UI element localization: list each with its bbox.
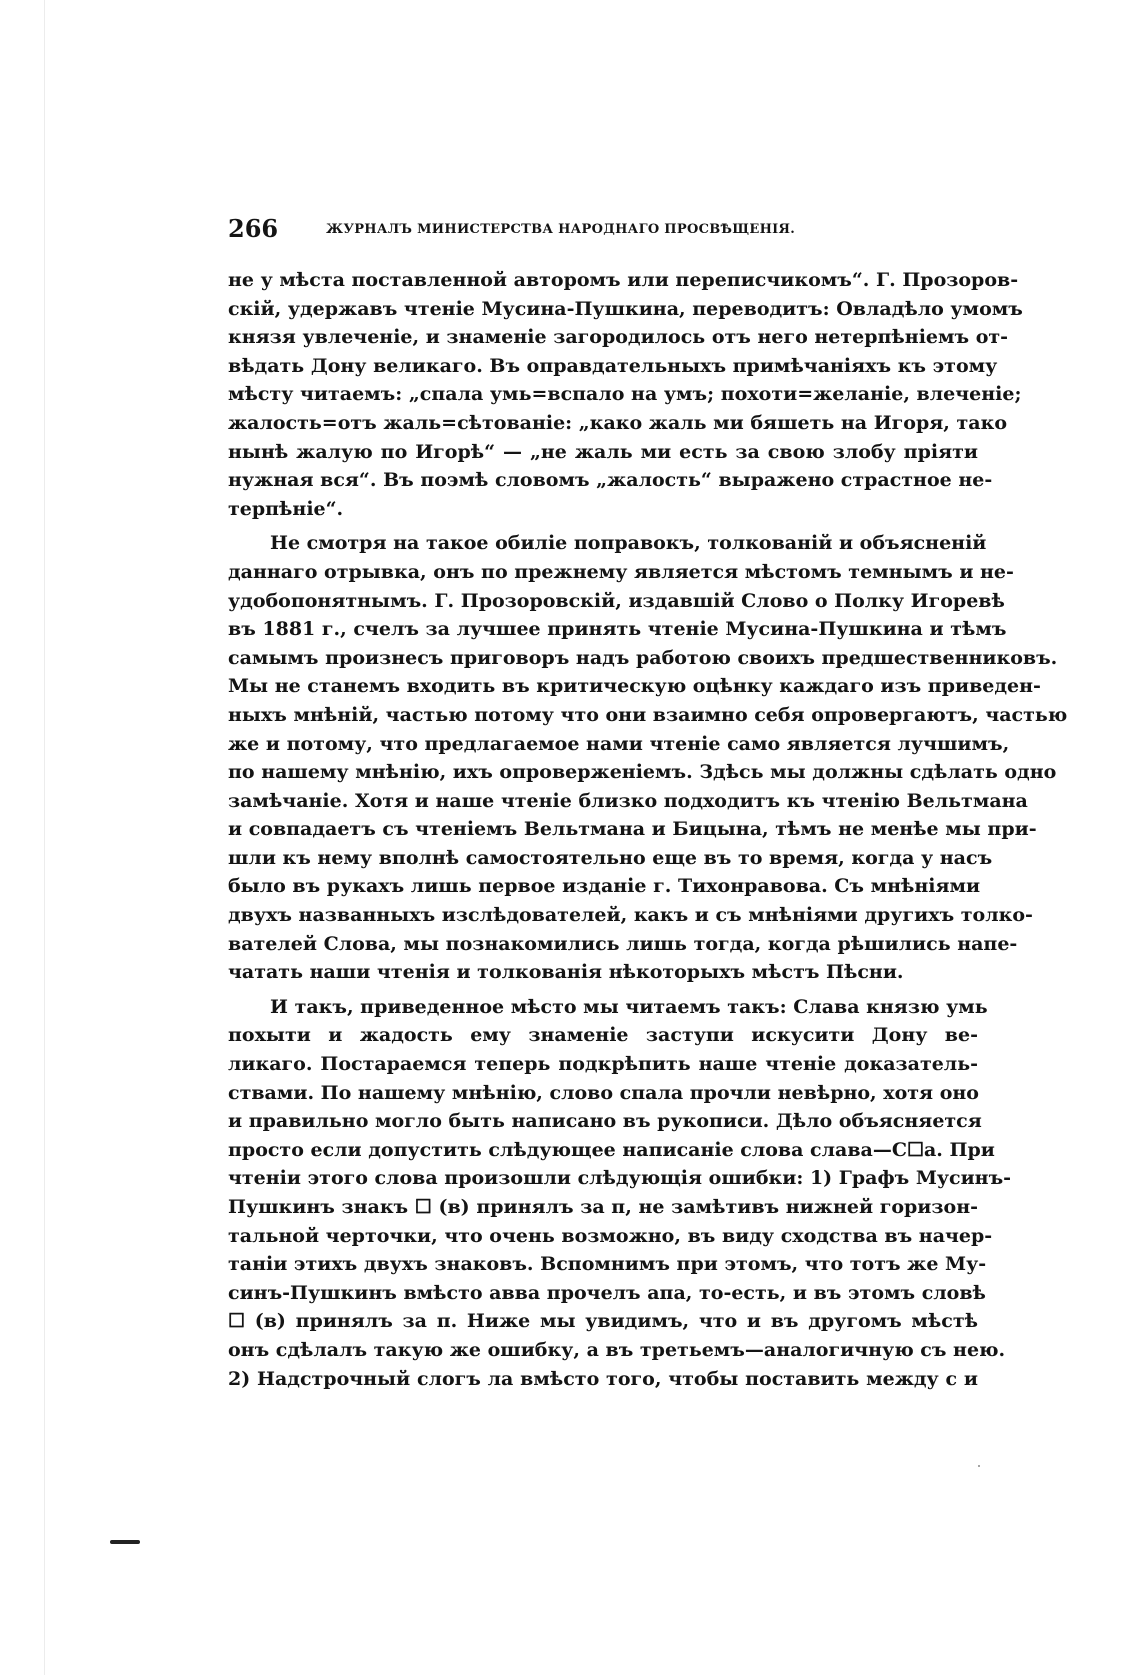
text-line: жалость=отъ жаль=сѣтованіе: „како жаль ми бяшеть на Игоря, тако <box>228 411 1008 434</box>
text-line: замѣчаніе. Хотя и наше чтеніе близко подходитъ къ чтенію Вельтмана <box>228 789 1028 812</box>
text-line: и совпадаетъ съ чтеніемъ Вельтмана и Бицына, тѣмъ не менѣе мы при- <box>228 818 1037 841</box>
text-line: нынѣ жалую по Игорѣ“ — „не жаль ми есть за свою злобу пріяти <box>228 440 978 463</box>
text-line: чатать наши чтенія и толкованія нѣкоторыхъ мѣстъ Пѣсни. <box>228 961 904 984</box>
margin-ink-mark <box>110 1540 140 1544</box>
text-line: 2) Надстрочный слогъ ла вмѣсто того, чтобы поставить между с и <box>228 1367 978 1390</box>
text-line: Не смотря на такое обиліе поправокъ, толкованій и объясненій <box>270 532 987 555</box>
body-text <box>228 266 1068 1393</box>
paragraph-2 <box>228 529 1068 987</box>
text-line: шли къ нему вполнѣ самостоятельно еще въ то время, когда у насъ <box>228 846 993 869</box>
text-line: таніи этихъ двухъ знаковъ. Вспомнимъ при этомъ, что тотъ же Му- <box>228 1253 987 1276</box>
text-line: похыти и жадость ему знаменіе заступи искусити Дону ве- <box>228 1024 978 1047</box>
text-line: нужная вся“. Въ поэмѣ словомъ „жалость“ выражено страстное не- <box>228 469 993 492</box>
text-line: же и потому, что предлагаемое нами чтеніе само является лучшимъ, <box>228 732 1010 755</box>
text-line: князя увлеченіе, и знаменіе загородилось отъ него нетерпѣніемъ от- <box>228 326 1009 349</box>
scan-left-edge <box>44 0 45 1675</box>
text-line: тальной черточки, что очень возможно, въ виду сходства въ начер- <box>228 1224 993 1247</box>
text-line: по нашему мнѣнію, ихъ опроверженіемъ. Здѣсь мы должны сдѣлать одно <box>228 761 1057 784</box>
text-line: въ 1881 г., счелъ за лучшее принять чтеніе Мусина-Пушкина и тѣмъ <box>228 618 1007 641</box>
text-line: онъ сдѣлалъ такую же ошибку, а въ третьемъ—аналогичную съ нею. <box>228 1338 1006 1361</box>
text-line: Мы не станемъ входить въ критическую оцѣнку каждаго изъ приведен- <box>228 675 1041 698</box>
text-line: ликаго. Постараемся теперь подкрѣпить наше чтеніе доказатель- <box>228 1053 978 1076</box>
text-line: И такъ, приведенное мѣсто мы читаемъ такъ: Слава князю умь <box>270 995 988 1018</box>
text-line: удобопонятнымъ. Г. Прозоровскій, издавшій Слово о Полку Игоревѣ <box>228 589 1005 612</box>
text-line: ствами. По нашему мнѣнію, слово спала прочли невѣрно, хотя оно <box>228 1081 979 1104</box>
text-line: даннаго отрывка, онъ по прежнему является мѣстомъ темнымъ и не- <box>228 560 1014 583</box>
text-line: синъ-Пушкинъ вмѣсто авва прочелъ апа, то-есть, и въ этомъ словѣ <box>228 1281 986 1304</box>
text-line: терпѣніе“. <box>228 497 344 520</box>
text-line: скій, удержавъ чтеніе Мусина-Пушкина, переводитъ: Овладѣло умомъ <box>228 297 1023 320</box>
text-line: просто если допустить слѣдующее написаніе слова слава—С☐а. При <box>228 1138 995 1161</box>
text-line: вателей Слова, мы познакомились лишь тогда, когда рѣшились напе- <box>228 932 1018 955</box>
scan-speck <box>978 1465 980 1467</box>
text-line: Пушкинъ знакъ ☐ (в) принялъ за п, не замѣтивъ нижней горизон- <box>228 1196 978 1218</box>
text-line: чтеніи этого слова произошли слѣдующія ошибки: 1) Графъ Мусинъ- <box>228 1167 1012 1190</box>
text-line: мѣсту читаемъ: „спала умь=вспало на умъ; похоти=желаніе, влеченіе; <box>228 383 1022 406</box>
paragraph-1 <box>228 266 1023 523</box>
text-line: и правильно могло быть написано въ рукописи. Дѣло объясняется <box>228 1110 982 1133</box>
paragraph-3 <box>228 993 1012 1393</box>
text-line: было въ рукахъ лишь первое изданіе г. Тихонравова. Съ мнѣніями <box>228 875 981 898</box>
text-line: не у мѣста поставленной авторомъ или переписчикомъ“. Г. Прозоров- <box>228 269 1019 291</box>
text-line: ныхъ мнѣній, частью потому что они взаимно себя опровергаютъ, частью <box>228 703 1068 726</box>
page-number: 266 <box>228 214 279 243</box>
text-line: самымъ произнесъ приговоръ надъ работою своихъ предшественниковъ. <box>228 646 1058 669</box>
running-head <box>228 213 978 245</box>
text-line: ☐ (в) принялъ за п. Ниже мы увидимъ, что и въ другомъ мѣстѣ <box>228 1310 978 1333</box>
journal-title: ЖУРНАЛЪ МИНИСТЕРСТВА НАРОДНАГО ПРОСВѢЩЕНІЯ. <box>326 222 796 237</box>
text-line: вѣдать Дону великаго. Въ оправдательныхъ примѣчаніяхъ къ этому <box>228 354 998 377</box>
text-line: двухъ названныхъ изслѣдователей, какъ и съ мнѣніями другихъ толко- <box>228 904 1033 927</box>
